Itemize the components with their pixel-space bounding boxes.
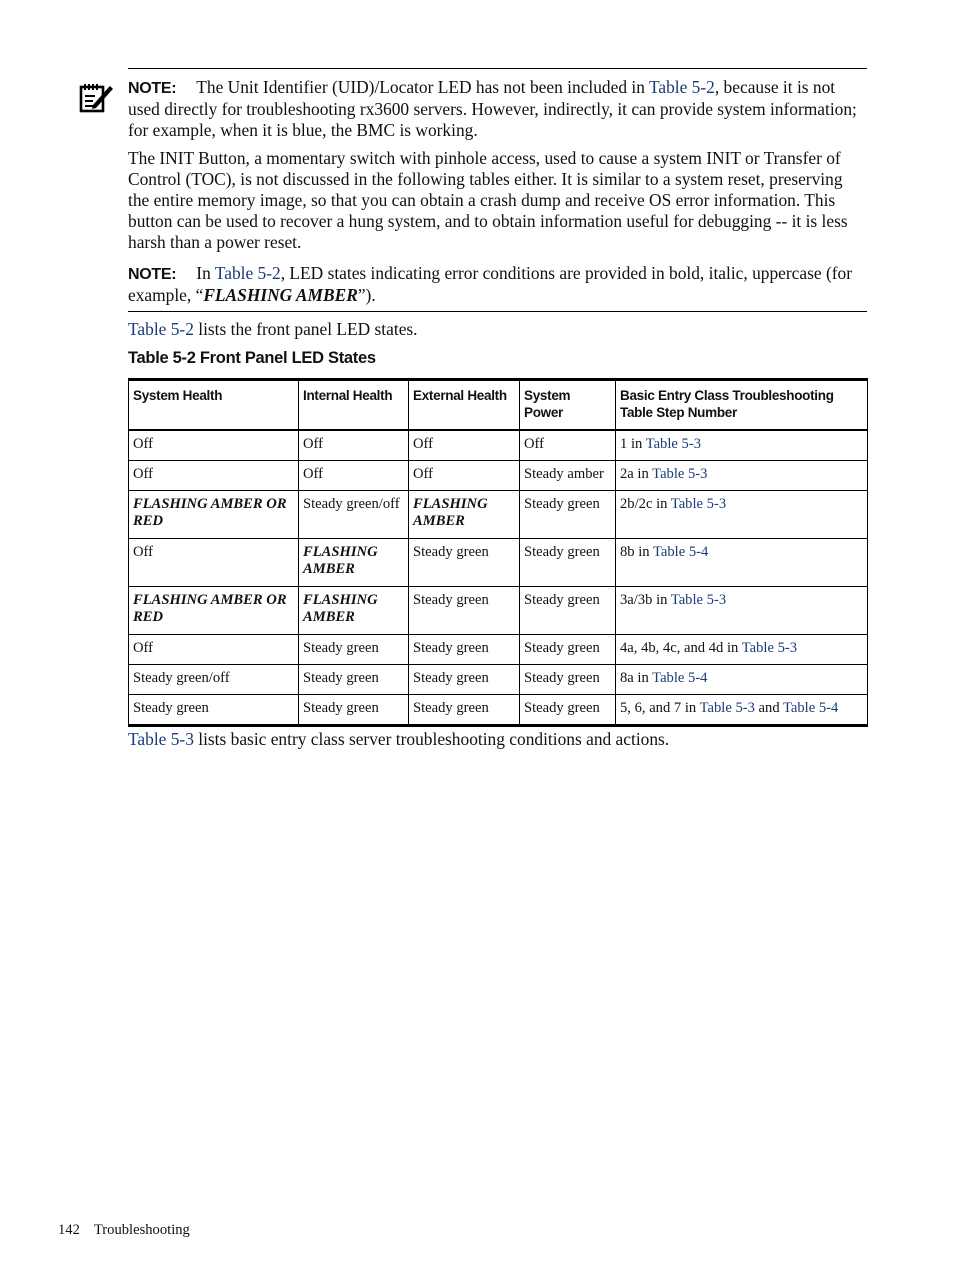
cell-system-power: Steady green [520, 539, 616, 587]
cell-step-number [616, 430, 868, 461]
page-number: 142 [58, 1222, 80, 1238]
step-text: 8a in [620, 670, 653, 686]
cell-system-power: Steady amber [520, 461, 616, 491]
intro-text: lists the front panel LED states. [193, 319, 418, 339]
table-link[interactable]: Table 5-3 [645, 436, 701, 452]
init-button-paragraph: The INIT Button, a momentary switch with pinhole access, used to cause a system INIT or Transfer of Control (TOC), is not discussed in the following tables either. It is similar to a system reset, preserving the entire memory image, so that you can obtain a crash dump and receive OS error information. This button can be used to recover a hung system, and to obtain information useful for debugging -- it is less harsh than a power reset. [128, 148, 848, 252]
cell-step-number [616, 491, 868, 539]
cell-external-health: Off [409, 430, 520, 461]
table-row [129, 430, 868, 461]
cell-external-health: Steady green [409, 539, 520, 587]
cell-external-health: Off [409, 461, 520, 491]
cell-internal-health: Steady green [299, 695, 409, 726]
cell-system-power: Steady green [520, 635, 616, 665]
note-uid-paragraph [128, 77, 867, 141]
note-text: ”). [357, 285, 376, 305]
step-text: 3a/3b in [620, 592, 671, 608]
cell-internal-health: Steady green [299, 635, 409, 665]
top-rule [128, 68, 867, 69]
cell-system-health: Steady green/off [129, 665, 299, 695]
step-text: 2a in [620, 466, 653, 482]
cell-internal-health: FLASHING AMBER [299, 539, 409, 587]
note-text: , because it is not used directly for troubleshooting rx3600 servers. However, indirectly, it can provide system information; for example, when it is blue, the BMC is working. [128, 77, 857, 140]
cell-system-power: Steady green [520, 587, 616, 635]
step-text: 1 in [620, 436, 646, 452]
cell-system-power: Off [520, 430, 616, 461]
cell-external-health: Steady green [409, 635, 520, 665]
header-internal-health: Internal Health [299, 380, 409, 431]
table-caption: Table 5-2 Front Panel LED States [128, 349, 376, 367]
step-text: 4a, 4b, 4c, and 4d in [620, 640, 742, 656]
cell-step-number [616, 587, 868, 635]
front-panel-led-table [128, 378, 868, 727]
cell-system-health: Off [129, 430, 299, 461]
table-row [129, 587, 868, 635]
bottom-note-rule [128, 311, 867, 312]
cell-system-health: Steady green [129, 695, 299, 726]
table-row [129, 491, 868, 539]
cell-external-health: Steady green [409, 695, 520, 726]
cell-external-health: Steady green [409, 665, 520, 695]
table-link[interactable]: Table 5-3 [670, 496, 727, 512]
cell-external-health: Steady green [409, 587, 520, 635]
step-text: 8b in [620, 544, 653, 560]
table-link[interactable]: Table 5-4 [652, 670, 708, 686]
step-text: 2b/2c in [620, 496, 671, 512]
cell-internal-health: FLASHING AMBER [299, 587, 409, 635]
table-header-row [129, 380, 868, 431]
error-state-example: FLASHING AMBER [203, 285, 358, 305]
table-row [129, 461, 868, 491]
cell-step-number [616, 539, 868, 587]
cell-system-health: Off [129, 461, 299, 491]
table-5-2-link[interactable]: Table 5-2 [648, 77, 715, 97]
cell-system-power: Steady green [520, 491, 616, 539]
cell-system-health: Off [129, 635, 299, 665]
cell-step-number [616, 695, 868, 726]
note-text: In [196, 263, 215, 283]
note-text: , LED states indicating error conditions are provided in bold, italic, uppercase (for example, “ [128, 263, 853, 305]
table-link[interactable]: Table 5-4 [652, 544, 709, 560]
note-error-states-paragraph [128, 263, 867, 306]
table-link[interactable]: Table 5-3 [670, 592, 727, 608]
cell-step-number [616, 461, 868, 491]
note-text: The Unit Identifier (UID)/Locator LED has not been included in [196, 77, 649, 97]
cell-external-health: FLASHING AMBER [409, 491, 520, 539]
cell-system-health: FLASHING AMBER OR RED [129, 491, 299, 539]
cell-system-health: FLASHING AMBER OR RED [129, 587, 299, 635]
header-system-health: System Health [129, 380, 299, 431]
header-step-number: Basic Entry Class Troubleshooting Table Step Number [616, 380, 868, 431]
header-system-power: System Power [520, 380, 616, 431]
step-text: 5, 6, and 7 in [620, 700, 700, 716]
cell-internal-health: Steady green [299, 665, 409, 695]
table-5-2-link[interactable]: Table 5-2 [214, 263, 281, 283]
cell-system-power: Steady green [520, 665, 616, 695]
cell-step-number [616, 665, 868, 695]
cell-internal-health: Off [299, 430, 409, 461]
table-row [129, 635, 868, 665]
cell-internal-health: Steady green/off [299, 491, 409, 539]
note-label: NOTE: [128, 266, 177, 283]
cell-system-health: Off [129, 539, 299, 587]
outro-text: lists basic entry class server troubleshooting conditions and actions. [193, 729, 670, 749]
step-text: and [754, 700, 784, 716]
section-name: Troubleshooting [93, 1222, 190, 1238]
table-link[interactable]: Table 5-4 [783, 700, 839, 716]
table-row [129, 665, 868, 695]
note-label: NOTE: [128, 80, 177, 97]
table-5-3-link[interactable]: Table 5-3 [128, 729, 194, 749]
page-footer [58, 1222, 190, 1239]
cell-system-power: Steady green [520, 695, 616, 726]
header-external-health: External Health [409, 380, 520, 431]
table-5-2-link[interactable]: Table 5-2 [128, 319, 194, 339]
table-row [129, 539, 868, 587]
note-pencil-icon [79, 81, 113, 113]
cell-internal-health: Off [299, 461, 409, 491]
table-outro-paragraph [128, 729, 867, 750]
table-link[interactable]: Table 5-3 [741, 640, 798, 656]
table-link[interactable]: Table 5-3 [699, 700, 755, 716]
table-row [129, 695, 868, 726]
table-intro-paragraph [128, 319, 867, 340]
table-link[interactable]: Table 5-3 [652, 466, 708, 482]
cell-step-number [616, 635, 868, 665]
